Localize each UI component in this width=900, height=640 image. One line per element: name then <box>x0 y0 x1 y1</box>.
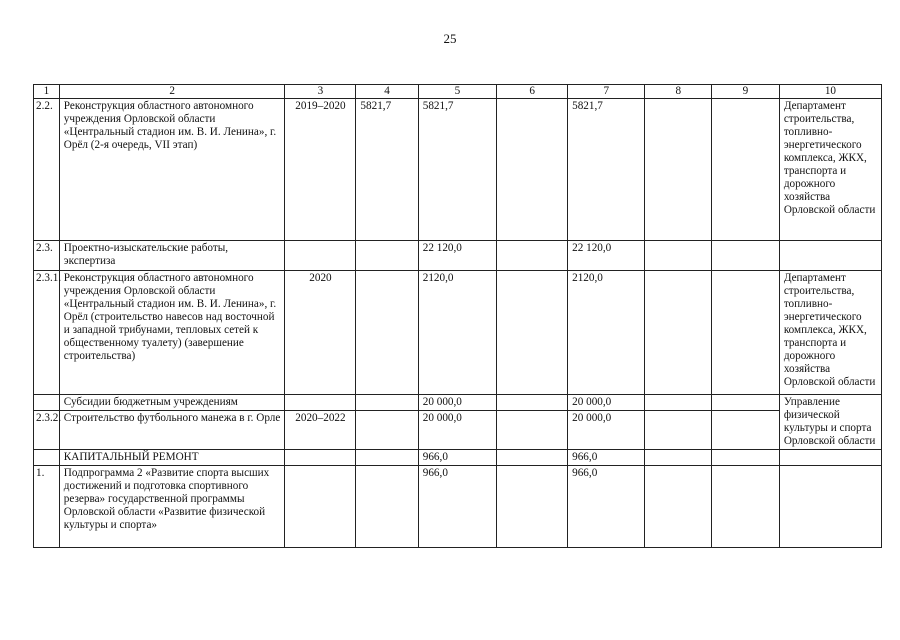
row-col5: 5821,7 <box>418 99 496 241</box>
table-row <box>34 241 882 271</box>
row-col8 <box>645 411 712 450</box>
header-cell: 3 <box>285 85 356 99</box>
row-col7: 2120,0 <box>568 271 645 395</box>
table-row <box>34 450 882 466</box>
header-cell: 8 <box>645 85 712 99</box>
row-col7: 966,0 <box>568 466 645 548</box>
row-col6 <box>497 395 568 411</box>
row-number: 1. <box>34 466 60 548</box>
row-number: 2.3.1. <box>34 271 60 395</box>
row-col5: 966,0 <box>418 450 496 466</box>
row-col9 <box>712 450 780 466</box>
row-col4 <box>356 411 418 450</box>
row-col7: 966,0 <box>568 450 645 466</box>
row-period: 2020–2022 <box>285 411 356 450</box>
row-period <box>285 241 356 271</box>
row-col4 <box>356 466 418 548</box>
row-name: Реконструкция областного автономного учреждения Орловской области «Центральный стадион им. В. И. Ленина», г. Орёл (2-я очередь, VII этап) <box>59 99 285 241</box>
row-col9 <box>712 271 780 395</box>
row-col7: 20 000,0 <box>568 395 645 411</box>
row-col5: 20 000,0 <box>418 411 496 450</box>
row-period <box>285 450 356 466</box>
table-row <box>34 466 882 548</box>
row-name: Реконструкция областного автономного учреждения Орловской области «Центральный стадион им. В. И. Ленина», г. Орёл (строительство навесов над восточной и западной трибунами, тепловых сетей к общественному туалету) (завершение строительства) <box>59 271 285 395</box>
header-cell: 10 <box>779 85 881 99</box>
row-period <box>285 395 356 411</box>
row-col8 <box>645 466 712 548</box>
row-name: Строительство футбольного манежа в г. Орле <box>59 411 285 450</box>
page-number: 25 <box>443 31 457 46</box>
row-number <box>34 450 60 466</box>
row-col8 <box>645 450 712 466</box>
row-col4 <box>356 395 418 411</box>
row-col8 <box>645 99 712 241</box>
row-col5: 20 000,0 <box>418 395 496 411</box>
row-col9 <box>712 99 780 241</box>
table-row <box>34 411 882 450</box>
row-name: Подпрограмма 2 «Развитие спорта высших достижений и подготовка спортивного резерва» государственной программы Орловской области «Развитие физической культуры и спорта» <box>59 466 285 548</box>
row-period: 2019–2020 <box>285 99 356 241</box>
row-col10 <box>779 466 881 548</box>
header-cell: 9 <box>712 85 780 99</box>
header-cell: 1 <box>34 85 60 99</box>
row-number: 2.3. <box>34 241 60 271</box>
row-col8 <box>645 395 712 411</box>
row-col5: 2120,0 <box>418 271 496 395</box>
table-row <box>34 99 882 241</box>
row-col4 <box>356 271 418 395</box>
row-col4 <box>356 241 418 271</box>
row-col6 <box>497 241 568 271</box>
row-col9 <box>712 241 780 271</box>
row-name: Проектно-изыскательские работы, экспертиза <box>59 241 285 271</box>
row-col4: 5821,7 <box>356 99 418 241</box>
row-number: 2.2. <box>34 99 60 241</box>
row-col10: Управление физической культуры и спорта Орловской области <box>779 395 881 450</box>
row-col7: 22 120,0 <box>568 241 645 271</box>
header-cell: 6 <box>497 85 568 99</box>
row-col4 <box>356 450 418 466</box>
header-cell: 2 <box>59 85 285 99</box>
row-col10: Департамент строительства, топливно-энергетического комплекса, ЖКХ, транспорта и дорожного хозяйства Орловской области <box>779 99 881 241</box>
row-col6 <box>497 466 568 548</box>
row-col5: 966,0 <box>418 466 496 548</box>
row-col10 <box>779 241 881 271</box>
row-col6 <box>497 271 568 395</box>
header-cell: 5 <box>418 85 496 99</box>
row-col9 <box>712 466 780 548</box>
row-name: Субсидии бюджетным учреждениям <box>59 395 285 411</box>
row-number: 2.3.2. <box>34 411 60 450</box>
row-col8 <box>645 241 712 271</box>
row-col9 <box>712 411 780 450</box>
row-period <box>285 466 356 548</box>
row-name: КАПИТАЛЬНЫЙ РЕМОНТ <box>59 450 285 466</box>
row-number <box>34 395 60 411</box>
table-row <box>34 271 882 395</box>
row-col8 <box>645 271 712 395</box>
row-col6 <box>497 411 568 450</box>
row-col6 <box>497 99 568 241</box>
row-col7: 5821,7 <box>568 99 645 241</box>
row-col10: Департамент строительства, топливно-энергетического комплекса, ЖКХ, транспорта и дорожного хозяйства Орловской области <box>779 271 881 395</box>
row-col10 <box>779 450 881 466</box>
program-table <box>33 84 882 548</box>
row-col7: 20 000,0 <box>568 411 645 450</box>
row-col5: 22 120,0 <box>418 241 496 271</box>
table-header-row <box>34 85 882 99</box>
header-cell: 7 <box>568 85 645 99</box>
row-col9 <box>712 395 780 411</box>
row-period: 2020 <box>285 271 356 395</box>
table-row <box>34 395 882 411</box>
header-cell: 4 <box>356 85 418 99</box>
row-col6 <box>497 450 568 466</box>
